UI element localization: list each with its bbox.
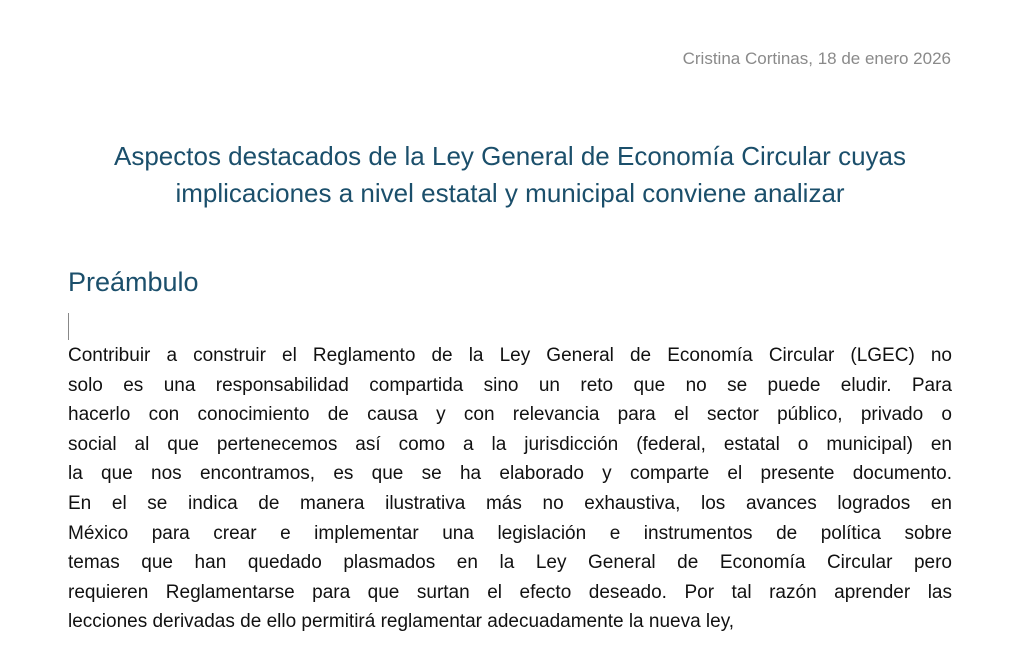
paragraph-line: En el se indica de manera ilustrativa más no exhaustiva, los avances logrados en: [68, 492, 952, 514]
title-line: implicaciones a nivel estatal y municipal conviene analizar: [175, 178, 845, 208]
paragraph-line: México para crear e implementar una legislación e instrumentos de política sobre: [68, 522, 952, 544]
paragraph-line: Contribuir a construir el Reglamento de la Ley General de Economía Circular (LGEC) no: [68, 345, 952, 366]
title-line: Aspectos destacados de la Ley General de Economía Circular cuyas: [114, 141, 906, 171]
paragraph-line: requieren Reglamentarse para que surtan el efecto deseado. Por tal razón aprender las: [68, 581, 952, 603]
paragraph-line: hacerlo con conocimiento de causa y con relevancia para el sector público, privado o: [68, 404, 952, 426]
section-heading: Preámbulo: [68, 267, 199, 297]
paragraph-line: social al que pertenecemos así como a la jurisdicción (federal, estatal o municipal) en: [68, 433, 952, 455]
paragraph-line: lecciones derivadas de ello permitirá reglamentar adecuadamente la nueva ley,: [68, 611, 735, 633]
paragraph-line: temas que han quedado plasmados en la Ley General de Economía Circular pero: [68, 552, 952, 574]
document-title: [60, 138, 960, 212]
text-cursor: [68, 313, 69, 340]
paragraph-line: solo es una responsabilidad compartida sino un reto que no se puede eludir. Para: [68, 374, 952, 396]
paragraph-line: la que nos encontramos, es que se ha elaborado y comparte el presente documento.: [68, 463, 952, 485]
author-date: Cristina Cortinas, 18 de enero 2026: [682, 49, 951, 68]
body-paragraph[interactable]: [68, 341, 952, 637]
